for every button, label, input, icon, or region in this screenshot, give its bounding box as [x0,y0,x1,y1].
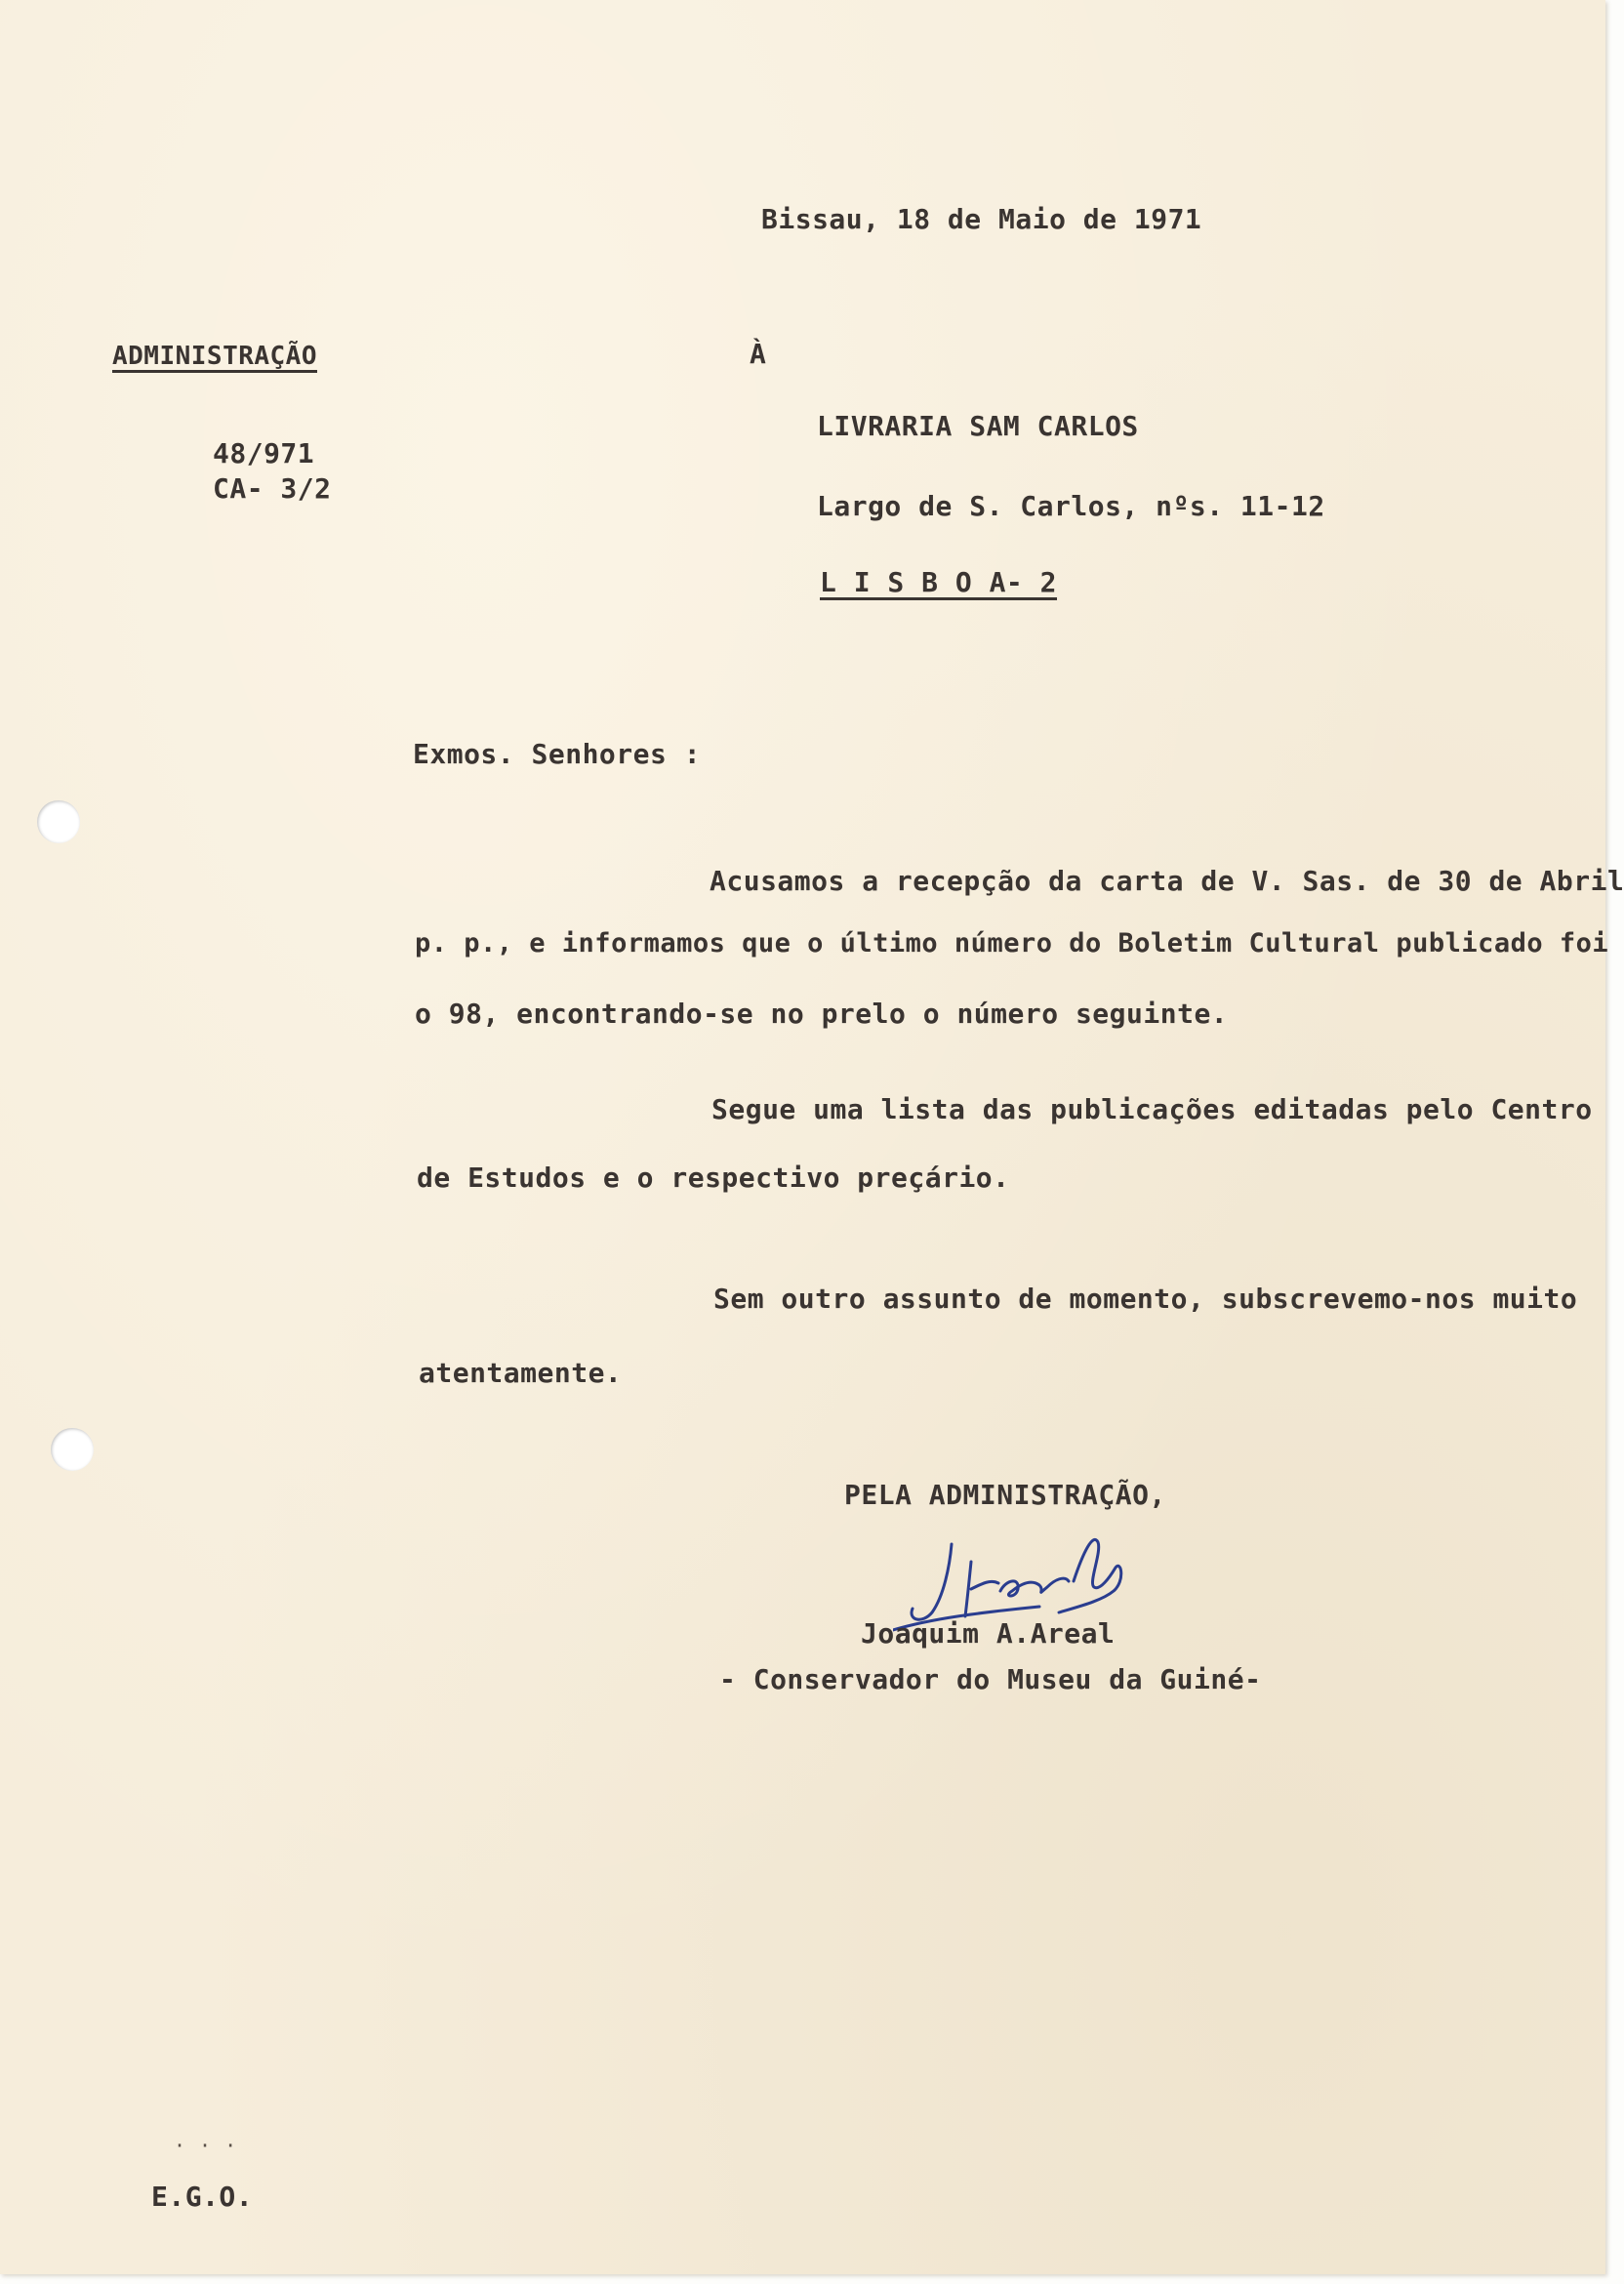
reference-number: 48/971 [213,437,315,469]
recipient-address: Largo de S. Carlos, nºs. 11-12 [817,490,1325,522]
paragraph1-line1: Acusamos a recepção da carta de V. Sas. de 30 de Abril [710,865,1624,897]
signatory-title: - Conservador do Museu da Guiné- [719,1663,1262,1695]
signatory-name: Joaquim A.Areal [861,1617,1116,1650]
recipient-name: LIVRARIA SAM CARLOS [817,410,1139,442]
department-heading: ADMINISTRAÇÃO [112,342,317,371]
date-line: Bissau, 18 de Maio de 1971 [761,203,1202,235]
footer-dots: ··· [174,2134,251,2157]
punch-hole-lower [51,1428,94,1471]
recipient-prefix: À [750,338,767,370]
paragraph3-line1: Sem outro assunto de momento, subscrevemo-nos muito [713,1283,1578,1315]
paragraph3-line2: atentamente. [419,1357,623,1389]
footer-initials: E.G.O. [151,2181,254,2213]
reference-code: CA- 3/2 [213,472,332,505]
punch-hole-upper [37,800,80,843]
salutation: Exmos. Senhores : [413,738,702,770]
paragraph2-line1: Segue uma lista das publicações editadas pelo Centro [711,1093,1593,1125]
on-behalf-line: PELA ADMINISTRAÇÃO, [844,1479,1166,1511]
paragraph2-line2: de Estudos e o respectivo preçário. [417,1162,1010,1194]
paragraph1-line3: o 98, encontrando-se no prelo o número seguinte. [415,998,1229,1030]
paragraph1-line2: p. p., e informamos que o último número do Boletim Cultural publicado foi [415,928,1609,958]
recipient-city: L I S B O A- 2 [820,566,1058,598]
